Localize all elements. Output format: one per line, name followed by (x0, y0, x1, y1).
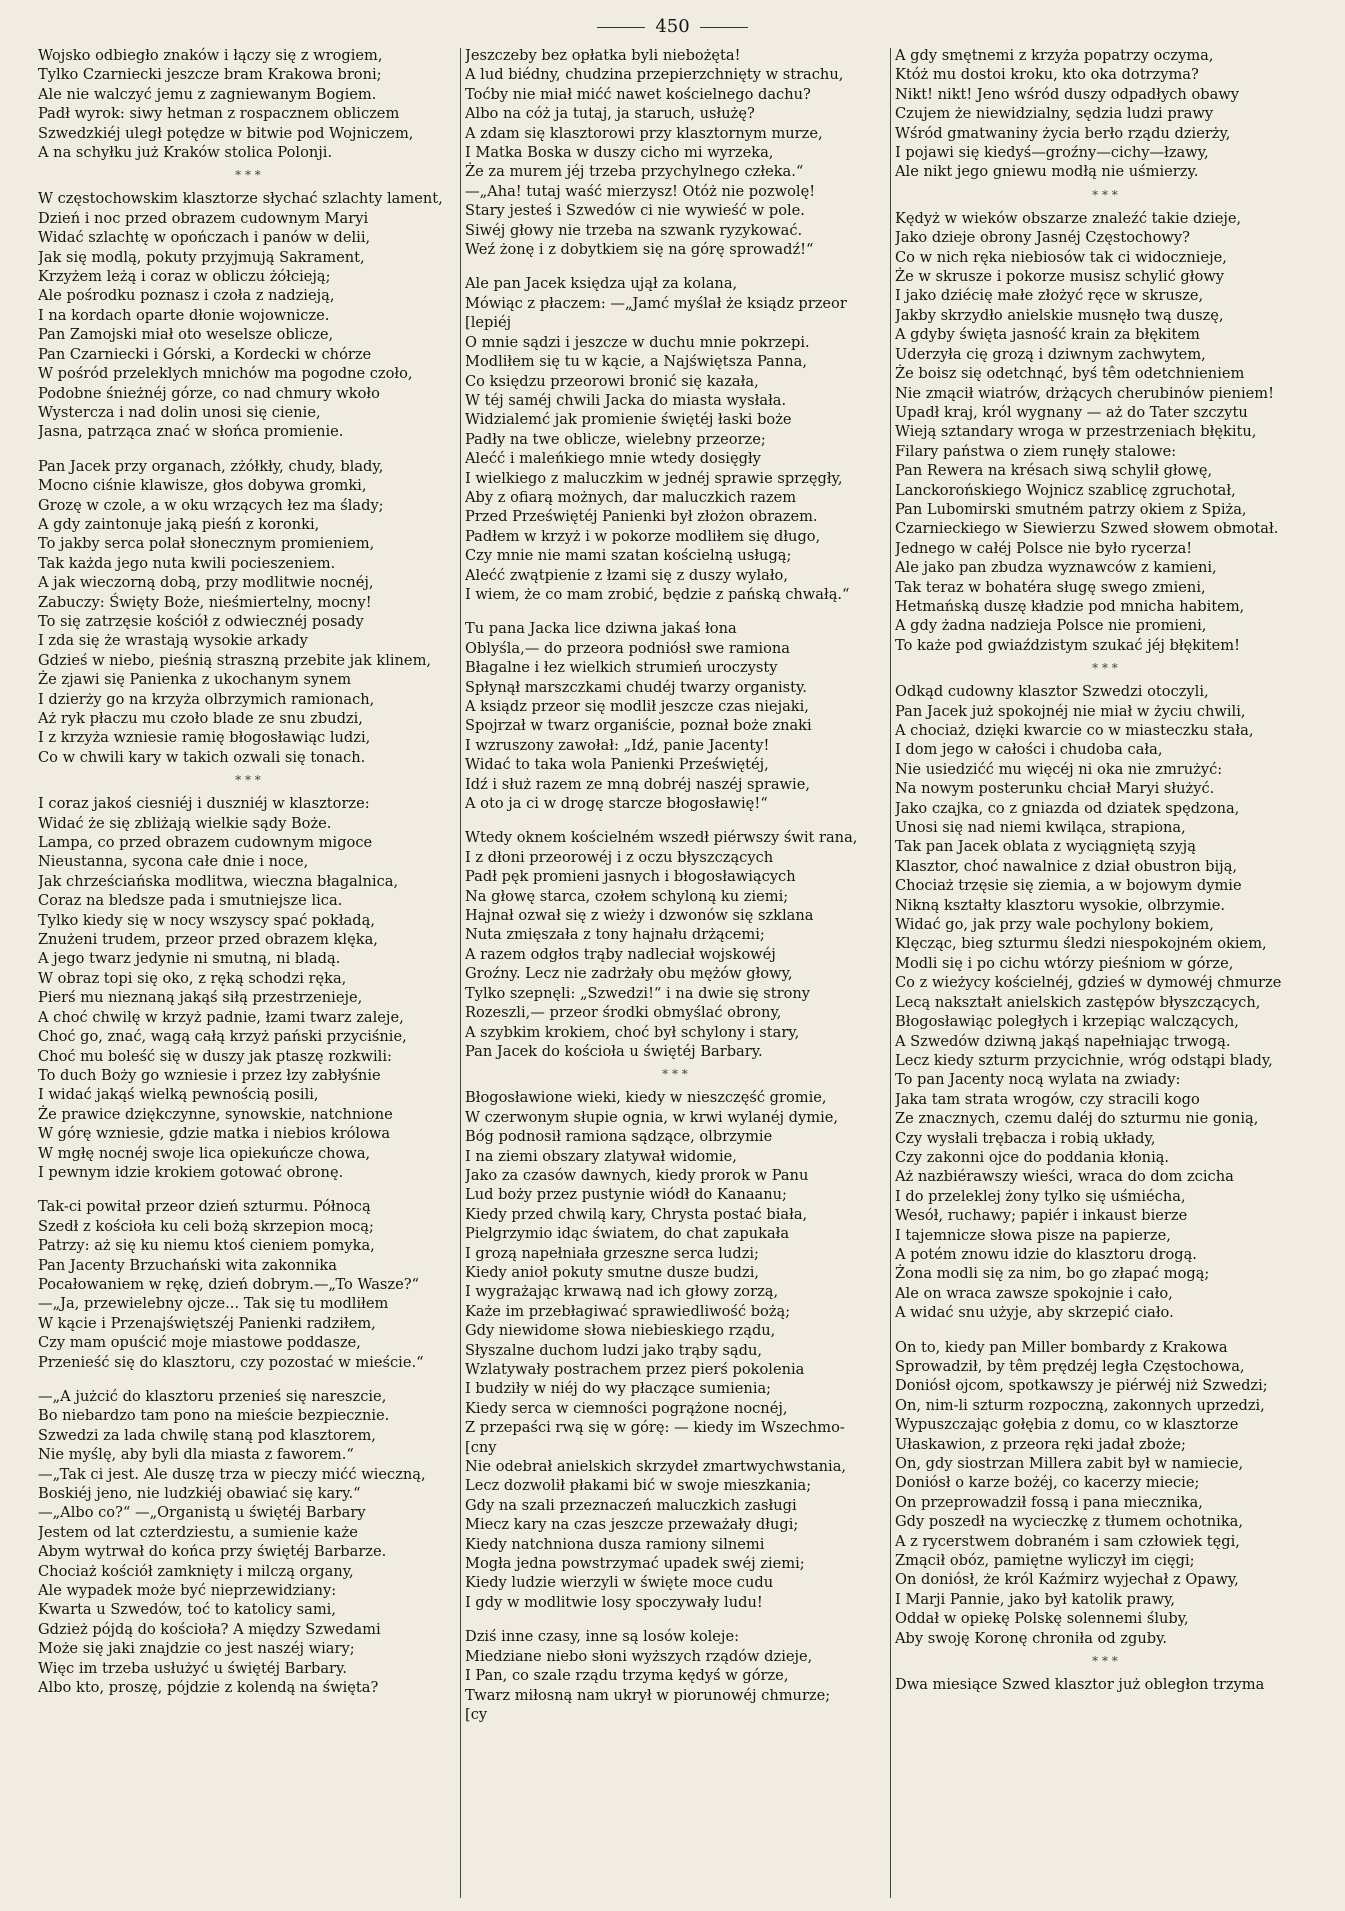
verse-line: W czerwonym słupie ognia, w krwi wylanéj dymie, (465, 1108, 839, 1126)
verse-line: Lecz dozwolił płakami bić w swoje mieszkania; (465, 1477, 812, 1495)
verse-line: —„Ja, przewielebny ojcze... Tak się tu modliłem (38, 1295, 389, 1313)
verse-line: Czy mnie nie mami szatan kościelną usługą; (465, 547, 792, 565)
verse-line: W górę wzniesie, gdzie matka i niebios królowa (38, 1125, 391, 1143)
stanza (38, 457, 458, 768)
verse-line: Pan Rewera na krésach siwą schylił głowę, (895, 462, 1213, 480)
verse-line: —„Aha! tutaj waść mierzysz! Otóż nie pozwolę! (465, 182, 816, 200)
verse-line: Patrzy: aż się ku niemu ktoś cieniem pomyka, (38, 1237, 375, 1255)
verse-line: Szedł z kościoła ku celi bożą skrzepion mocą; (38, 1217, 374, 1235)
verse-line: Gdzież pójdą do kościoła? A między Szwedami (38, 1620, 381, 1638)
verse-line: Ale pośrodku poznasz i czoła z nadzieją, (38, 287, 335, 305)
verse-line: Jednego w całéj Polsce nie było rycerza! (895, 539, 1193, 557)
verse-line: To jakby serca polał słonecznym promieniem, (38, 535, 375, 553)
verse-line: On, gdy siostrzan Millera zabit był w namiecie, (895, 1455, 1244, 1473)
verse-line: Kwarta u Szwedów, toć to katolicy sami, (38, 1601, 336, 1619)
verse-line: Spłynął marszczkami chudéj twarzy organisty. (465, 678, 807, 696)
verse-line: I pewnym idzie krokiem gotować obronę. (38, 1163, 344, 1181)
verse-line: Czy wysłali trębacza i robią układy, (895, 1129, 1156, 1147)
verse-line: I Pan, co szale rządu trzyma kędyś w górze, (465, 1667, 789, 1685)
verse-line: A gdy zaintonuje jaką pieśń z koronki, (38, 515, 320, 533)
verse-line: Wtedy oknem kościelném wszedł piérwszy świt rana, (465, 829, 858, 847)
verse-line: Krzyżem leżą i coraz w obliczu żółcieją; (38, 268, 331, 286)
verse-line: Widzialemć jak promienie świętéj łaski boże (465, 411, 792, 429)
verse-line: A lud biédny, chudzina przepierzchnięty w strachu, (465, 66, 844, 84)
stanza-gap (38, 1182, 458, 1197)
verse-line: Tu pana Jacka lice dziwna jakaś łona (465, 620, 737, 638)
verse-line: Żona modli się za nim, bo go złapać mogą; (895, 1265, 1210, 1283)
text-column-2 (465, 46, 885, 1906)
verse-line: Nuta zmięszała z tony hajnału drżącemi; (465, 926, 765, 944)
verse-line: Albo na cóż ja tutaj, ja staruch, usłużę? (465, 105, 755, 123)
verse-line: Wśród gmatwaniny życia berło rządu dzierży, (895, 124, 1231, 142)
verse-line: Czy zakonni ojce do poddania kłonią. (895, 1148, 1170, 1166)
verse-line: Któż mu dostoi kroku, kto oka dotrzyma? (895, 66, 1199, 84)
verse-line: Błogosławione wieki, kiedy w nieszczęść gromie, (465, 1089, 827, 1107)
verse-line: Z przepaści rwą się w górę: — kiedy im Wszechmo- (465, 1419, 845, 1437)
verse-line: Rozeszli,— przeor środki obmyślać obrony, (465, 1004, 782, 1022)
verse-line: Zmącił obóz, pamiętne wyliczył im cięgi; (895, 1552, 1195, 1570)
verse-line: Ale wypadek może być nieprzewidziany: (38, 1582, 337, 1600)
verse-line: Może się jaki znajdzie co jest naszéj wiary; (38, 1640, 355, 1658)
verse-line: Modliłem się tu w kącie, a Najświętsza Panna, (465, 353, 808, 371)
verse-line: Ale jako pan zbudza wyznawców z kamieni, (895, 559, 1217, 577)
verse-line: Na nowym posterunku chciał Maryi służyć. (895, 780, 1215, 798)
verse-line: Miedziane niebo słoni wyższych rządów dzieje, (465, 1647, 813, 1665)
verse-line: Kędyż w wieków obszarze znaleźć takie dzieje, (895, 209, 1242, 227)
verse-line: A jak wieczorną dobą, przy modlitwie nocnéj, (38, 574, 374, 592)
verse-line: Kiedy przed chwilą kary, Chrysta postać biała, (465, 1205, 808, 1223)
stanza-gap (465, 813, 885, 828)
verse-line: Gdy na szali przeznaczeń maluczkich zasługi (465, 1496, 797, 1514)
text-column-3 (895, 46, 1315, 1906)
verse-line: I grozą napełniała grzeszne serca ludzi; (465, 1244, 759, 1262)
verse-line: Błagalne i łez wielkich strumień uroczysty (465, 659, 778, 677)
verse-line: Chociaż kościół zamknięty i milczą organy, (38, 1562, 354, 1580)
section-asterism: * * * (235, 773, 261, 788)
verse-line: Albo kto, proszę, pójdzie z kolendą na święta? (38, 1679, 379, 1697)
verse-line: To duch Boży go wzniesie i przez łzy zabłyśnie (38, 1066, 381, 1084)
verse-line: Aż nazbiérawszy wieści, wraca do dom zcicha (895, 1168, 1234, 1186)
verse-line: Pan Jacek do kościoła u świętéj Barbary. (465, 1042, 763, 1060)
verse-line: A gdy żadna nadzieja Polsce nie promieni, (895, 617, 1207, 635)
stanza (465, 274, 885, 604)
verse-line: On to, kiedy pan Miller bombardy z Krakowa (895, 1338, 1228, 1356)
verse-line: Pan Czarniecki i Górski, a Kordecki w chórze (38, 345, 372, 363)
verse-line: A gdy smętnemi z krzyża popatrzy oczyma, (895, 47, 1214, 64)
verse-line: Widać to taka wola Panienki Przeświętéj, (465, 756, 769, 774)
stanza (465, 1627, 885, 1724)
verse-line: Kiedy anioł pokuty smutne dusze budzi, (465, 1263, 760, 1281)
verse-line: To pan Jacenty nocą wylata na zwiady: (895, 1071, 1181, 1089)
verse-line: Lanckorońskiego Wojnicz szablicę zgruchotał, (895, 481, 1236, 499)
verse-line: Spojrzał w twarz organiście, poznał boże znaki (465, 717, 812, 735)
verse-line: Coraz na bledsze pada i smutniejsze lica. (38, 892, 343, 910)
section-asterism: * * * (1092, 661, 1118, 676)
verse-line: I jako dziécię małe złożyć ręce w skrusze, (895, 287, 1204, 305)
verse-line: Alećć i maleńkiego mnie wtedy dosięgły (465, 450, 761, 468)
verse-line: Chociaż trzęsie się ziemia, a w bojowym dymie (895, 877, 1242, 895)
section-asterism: * * * (1092, 187, 1118, 202)
verse-line: I wielkiego z maluczkim w jednéj sprawie sprzęgły, (465, 469, 843, 487)
verse-line: Wystercza i nad dolin unosi się cienie, (38, 403, 321, 421)
verse-line: Aby z ofiarą możnych, dar maluczkich razem (465, 488, 797, 506)
verse-line: A widać snu użyje, aby skrzepić ciało. (895, 1304, 1174, 1322)
verse-line: I wiem, że co mam zrobić, będzie z pańską chwałą.“ (465, 585, 850, 603)
verse-line: Aby swoję Koronę chroniła od zguby. (895, 1629, 1168, 1647)
verse-line: A Szwedów dziwną jakąś napełniając trwogą. (895, 1032, 1231, 1050)
verse-line: I pojawi się kiedyś—groźny—cichy—łzawy, (895, 144, 1209, 162)
verse-line: I na kordach oparte dłonie wojownicze. (38, 306, 330, 324)
verse-line: A chociaż, dzięki kwarcie co w miasteczku stała, (895, 722, 1254, 739)
verse-line: I wygrażając krwawą nad ich głowy zorzą, (465, 1283, 779, 1301)
section-asterism: * * * (235, 168, 261, 183)
verse-line: Że boisz się odetchnąć, byś têm odetchnieniem (895, 365, 1245, 383)
stanza (38, 1387, 458, 1698)
stanza-gap (895, 1323, 1315, 1338)
verse-line: Że prawice dziękczynne, synowskie, natchnione (38, 1105, 393, 1123)
verse-line: —„A jużcić do klasztoru przenieś się nareszcie, (38, 1388, 387, 1405)
verse-line: Jaka tam strata wrogów, czy stracili kogo (895, 1090, 1200, 1108)
verse-line: Kiedy natchniona dusza ramiony silnemi (465, 1535, 765, 1553)
stanza (38, 189, 458, 441)
verse-line: Aż ryk płaczu mu czoło blade ze snu zbudzi, (38, 710, 363, 727)
verse-line: Pan Zamojski miał oto weselsze oblicze, (38, 326, 334, 344)
verse-line: To się zatrzęsie kościół z odwiecznéj posady (38, 612, 364, 630)
verse-line: A potém znowu idzie do klasztoru drogą. (895, 1245, 1197, 1263)
verse-line: I dom jego w całości i chudoba cała, (895, 741, 1163, 759)
stanza (895, 1338, 1315, 1649)
verse-line: W mgłę nocnéj swoje lica opiekuńcze chowa, (38, 1144, 371, 1162)
verse-line: Nie odebrał anielskich skrzydeł zmartwychwstania, (465, 1458, 847, 1476)
header-rule-left (597, 27, 645, 28)
verse-line: A z rycerstwem dobraném i sam człowiek tęgi, (895, 1532, 1240, 1550)
verse-line: Filary państwa o ziem runęły stalowe: (895, 442, 1177, 460)
verse-line: A ksiądz przeor się modlił jeszcze czas niejaki, (465, 698, 809, 715)
verse-line: Tak pan Jacek oblata z wyciągniętą szyją (895, 838, 1196, 856)
verse-line: Padł wyrok: siwy hetman z rospacznem obliczem (38, 105, 400, 123)
stanza-gap (38, 442, 458, 457)
verse-line: I gdy w modlitwie losy spoczywały ludu! (465, 1593, 763, 1611)
stanza (38, 1197, 458, 1372)
verse-line: Wzlatywały postrachem przez pierś pokolenia (465, 1361, 805, 1378)
verse-line: I z krzyża wzniesie ramię błogosławiąc ludzi, (38, 729, 371, 747)
verse-line: Mogła jedna powstrzymać upadek swéj ziemi; (465, 1555, 805, 1573)
verse-line: A razem odgłos trąby nadleciał wojskowéj (465, 945, 776, 963)
verse-line: W kącie i Przenajświętszéj Panienki radziłem, (38, 1314, 376, 1332)
verse-line: Pan Jacenty Brzuchański wita zakonnika (38, 1256, 337, 1274)
text-column-1 (38, 46, 458, 1906)
verse-line: Choć go, znać, wagą całą krzyż pański przyciśnie, (38, 1028, 407, 1046)
verse-line: Jako za czasów dawnych, kiedy prorok w Panu (465, 1166, 809, 1184)
verse-line: Groźny. Lecz nie zadrżały obu mężów głowy, (465, 965, 793, 983)
verse-line: Unosi się nad niemi kwiląca, strapiona, (895, 819, 1186, 837)
verse-line: Tak teraz w bohatéra sługę swego zmieni, (895, 578, 1206, 596)
verse-line: Dziś inne czasy, inne są losów koleje: (465, 1628, 740, 1646)
verse-line: Doniósł ojcom, spotkawszy je piérwéj niż Szwedzi; (895, 1377, 1268, 1395)
verse-line: Czarnieckiego w Siewierzu Szwed słowem obmotał. (895, 520, 1279, 538)
verse-line: Padł pęk promieni jasnych i błogosławiących (465, 868, 796, 886)
verse-line: Ale on wraca zawsze spokojnie i cało, (895, 1284, 1173, 1302)
verse-line: I z dłoni przeorowéj i z oczu błyszczących (465, 848, 774, 866)
verse-line: Klęcząc, bieg szturmu śledzi niespokojném okiem, (895, 935, 1267, 953)
verse-line: Wieją sztandary wroga w przestrzeniach błękitu, (895, 423, 1257, 441)
verse-line: Nie zmącił wiatrów, drżących cherubinów pieniem! (895, 384, 1274, 402)
verse-line: I dzierży go na krzyża olbrzymich ramionach, (38, 690, 375, 708)
verse-line: Sprowadził, by têm prędzéj legła Częstochowa, (895, 1358, 1245, 1375)
verse-line: Miecz kary na czas jeszcze przeważały długi; (465, 1516, 799, 1534)
verse-line: Stary jesteś i Szwedów ci nie wywieść w pole. (465, 202, 805, 220)
verse-line: Jasna, patrząca znać w słońca promienie. (38, 423, 344, 441)
verse-line: A gdyby święta jasność krain za błękitem (895, 326, 1200, 344)
verse-line: I Matka Boska w duszy cicho mi wyrzeka, (465, 144, 774, 162)
verse-line: Mocno ciśnie klawisze, głos dobywa gromki, (38, 477, 367, 495)
header-rule-right (700, 27, 748, 28)
verse-line: Klasztor, choć nawalnice z dział obustron biją, (895, 857, 1238, 875)
verse-line: Podobne śnieżnéj górze, co nad chmury wkoło (38, 384, 380, 402)
stanza-gap (465, 259, 885, 274)
verse-line: Że w skrusze i pokorze musisz schylić głowy (895, 268, 1224, 286)
verse-line: W obraz topi się oko, z ręką schodzi ręka, (38, 969, 347, 987)
verse-line: Jako czajka, co z gniazda od dziatek spędzona, (895, 799, 1240, 817)
verse-line: —„Tak ci jest. Ale duszę trza w pieczy mićć wieczną, (38, 1465, 426, 1483)
verse-line: I zda się że wrastają wysokie arkady (38, 632, 308, 650)
stanza (895, 46, 1315, 182)
verse-line: Mówiąc z płaczem: —„Jamć myślał że ksiądz przeor (465, 294, 847, 312)
verse-line: Tak-ci powitał przeor dzień szturmu. Północą (38, 1198, 371, 1216)
stanza (38, 46, 458, 162)
verse-line: Grozę w czole, a w oku wrzących łez ma ślady; (38, 496, 384, 514)
verse-line: A zdam się klasztorowi przy klasztornym murze, (465, 124, 823, 142)
verse-line: Lecz kiedy szturm przycichnie, wróg odstąpi blady, (895, 1051, 1273, 1069)
column-divider (890, 48, 891, 1898)
verse-line: Tylko kiedy się w nocy wszyscy spać pokładą, (38, 911, 375, 929)
verse-line: Abym wytrwał do końca przy świętéj Barbarze. (38, 1543, 387, 1561)
verse-line: To każe pod gwiaździstym szukać jéj błękitem! (895, 636, 1240, 654)
section-asterism: * * * (1092, 1654, 1118, 1669)
stanza (895, 682, 1315, 1322)
verse-line: Nieustanna, sycona całe dnie i noce, (38, 853, 309, 871)
verse-line: Widać go, jak przy wale pochylony bokiem, (895, 916, 1214, 934)
verse-line: On przeprowadził fossą i pana miecznika, (895, 1493, 1203, 1511)
verse-line: Szwedzi za lada chwilę staną pod klasztorem, (38, 1426, 376, 1444)
verse-line: Ale nikt jego gniewu modłą nie uśmierzy. (895, 163, 1199, 181)
verse-line: Co w nich ręka niebiosów tak ci widocznieje, (895, 248, 1227, 266)
verse-line: Nikt! nikt! Jeno wśród duszy odpadłych obawy (895, 85, 1240, 103)
stanza-gap (465, 1612, 885, 1627)
verse-line: Więc im trzeba usłużyć u świętéj Barbary. (38, 1659, 347, 1677)
section-asterism: * * * (662, 1067, 688, 1082)
stanza (38, 794, 458, 1182)
verse-line: Widać szlachtę w opończach i panów w delii, (38, 229, 371, 247)
verse-line: I tajemnicze słowa pisze na papierze, (895, 1226, 1171, 1244)
verse-line: Oblyśla,— do przeora podniósł swe ramiona (465, 639, 790, 657)
verse-line: Doniósł o karze bożéj, co kacerzy miecie; (895, 1474, 1200, 1492)
verse-line: Lampa, co przed obrazem cudownym migoce (38, 834, 373, 852)
verse-line: Jak chrześciańska modlitwa, wieczna błagalnica, (38, 872, 399, 890)
verse-line: Czy mam opuścić moje miastowe poddasze, (38, 1334, 361, 1352)
verse-line: Oddał w opiekę Polskę solennemi śluby, (895, 1610, 1189, 1628)
column-divider (460, 48, 461, 1898)
verse-line: Ale nie walczyć jemu z zagniewanym Bogiem. (38, 85, 377, 103)
verse-line: Jeszczeby bez opłatka byli niebożęta! (465, 47, 741, 64)
verse-line: Boskiéj jeno, nie ludzkiéj obawiać się kary.“ (38, 1485, 361, 1503)
verse-line: Idź i służ razem ze mną dobréj naszéj sprawie, (465, 775, 810, 793)
verse-line: Każe im przebłagiwać sprawiedliwość bożą; (465, 1302, 791, 1320)
verse-line: Lecą nakształt anielskich zastępów błyszczących, (895, 993, 1261, 1011)
stanza-gap (38, 1372, 458, 1387)
verse-line: Alećć zwątpienie z łzami się z duszy wylało, (465, 566, 788, 584)
verse-line: Jestem od lat czterdziestu, a sumienie każe (38, 1523, 358, 1541)
verse-line: Pierś mu nieznaną jakąś siłą przestrzenieje, (38, 989, 363, 1007)
verse-line: Pielgrzymio idąc światem, do chat zapukała (465, 1225, 790, 1243)
verse-line: Nie usiedzićć mu więcéj ni oka nie zmrużyć: (895, 760, 1223, 778)
verse-line: Pan Jacek już spokojnéj nie miał w życiu chwili, (895, 702, 1246, 720)
verse-line: Choć mu boleść się w duszy jak ptaszę rozkwili: (38, 1047, 392, 1065)
verse-line: Kiedy serca w ciemności pogrążone nocnéj, (465, 1399, 788, 1417)
verse-line: Jak się modlą, pokuty przyjmują Sakrament, (38, 248, 365, 266)
verse-line: Dwa miesiące Szwed klasztor już obległon trzyma (895, 1676, 1265, 1694)
stanza (895, 1675, 1315, 1694)
stanza-gap (465, 604, 885, 619)
verse-line: [lepiéj (465, 314, 512, 332)
verse-line: Widać że się zbliżają wielkie sądy Boże. (38, 814, 332, 832)
verse-line: Dzień i noc przed obrazem cudownym Maryi (38, 209, 369, 227)
verse-line: Bo niebardzo tam pono na mieście bezpiecznie. (38, 1407, 390, 1425)
verse-line: Nie myślę, aby byli dla miasta z faworem.“ (38, 1446, 354, 1464)
verse-line: I Marji Pannie, jako był katolik prawy, (895, 1590, 1176, 1608)
verse-line: Pocałowaniem w rękę, dzień dobrym.—„To Wasze?“ (38, 1275, 420, 1293)
verse-line: Gdy niewidome słowa niebieskiego rządu, (465, 1322, 776, 1340)
verse-line: Ułaskawion, z przeora ręki jadał zboże; (895, 1435, 1186, 1453)
verse-line: Co z wieżycy kościelnéj, gdzieś w dymowéj chmurze (895, 974, 1282, 992)
verse-line: Gdy poszedł na wycieczkę z tłumem ochotnika, (895, 1513, 1244, 1531)
verse-line: Toćby nie miał mićć nawet kościelnego dachu? (465, 85, 811, 103)
verse-line: Przed Przeświętéj Panienki był złożon obrazem. (465, 508, 818, 526)
verse-line: —„Albo co?“ —„Organistą u świętéj Barbary (38, 1504, 366, 1522)
verse-line: Co księdzu przeorowi bronić się kazała, (465, 372, 759, 390)
verse-line: Wojsko odbiegło znaków i łączy się z wrogiem, (38, 47, 383, 64)
verse-line: Tylko szepnęli: „Szwedzi!“ i na dwie się strony (465, 984, 811, 1002)
verse-line: [cny (465, 1438, 497, 1456)
stanza (465, 828, 885, 1061)
verse-line: Pan Lubomirski smutném patrzy okiem z Spiża, (895, 500, 1247, 518)
verse-line: Jakby skrzydło anielskie musnęło twą duszę, (895, 306, 1224, 324)
verse-line: Hajnał ozwał się z wieży i dzwonów się szklana (465, 907, 814, 925)
verse-line: Padłem w krzyż i w pokorze modliłem się długo, (465, 527, 821, 545)
verse-line: A jego twarz jedynie ni smutną, ni bladą. (38, 950, 341, 968)
verse-line: I do przeleklej żony tylko się uśmiécha, (895, 1187, 1186, 1205)
verse-line: Co w chwili kary w takich ozwali się tonach. (38, 748, 366, 766)
stanza (465, 1088, 885, 1612)
stanza (895, 209, 1315, 655)
verse-line: Błogosławiąc poległych i krzepiąc walczących, (895, 1013, 1239, 1031)
verse-line: Pan Jacek przy organach, zżółkły, chudy, blady, (38, 457, 384, 475)
verse-line: Znużeni trudem, przeor przed obrazem klęka, (38, 931, 378, 949)
stanza (465, 46, 885, 259)
verse-line: Upadł kraj, król wygnany — aż do Tater szczytu (895, 403, 1248, 421)
verse-line: Uderzyła cię grozą i dziwnym zachwytem, (895, 345, 1206, 363)
verse-line: A choć chwilę w krzyż padnie, łzami twarz zaleje, (38, 1008, 404, 1026)
verse-line: I coraz jakoś ciesniéj i duszniéj w klasztorze: (38, 795, 370, 813)
verse-line: Że za murem jéj trzeba przychylnego człeka.“ (465, 163, 804, 181)
verse-line: Ale pan Jacek księdza ujął za kolana, (465, 275, 738, 293)
verse-line: Szwedzkiéj uległ potędze w bitwie pod Wojniczem, (38, 124, 414, 142)
verse-line: Czujem że niewidzialny, sędzia ludzi prawy (895, 105, 1214, 123)
verse-line: Modli się i po cichu wtórzy pieśniom w górze, (895, 954, 1234, 972)
verse-line: W częstochowskim klasztorze słychać szlachty lament, (38, 190, 443, 208)
verse-line: I na ziemi obszary zlatywał widomie, (465, 1147, 737, 1165)
verse-line: Lud boży przez pustynie wiódł do Kanaanu; (465, 1186, 787, 1204)
verse-line: On, nim-li szturm rozpoczną, zakonnych uprzedzi, (895, 1396, 1265, 1414)
verse-line: Weź żonę i z dobytkiem się na górę sprowadź!“ (465, 241, 814, 259)
verse-line: Jako dzieje obrony Jasnéj Częstochowy? (895, 229, 1190, 247)
page-number: 450 (655, 16, 690, 37)
verse-line: Wesół, ruchawy; papiér i inkaust bierze (895, 1207, 1188, 1225)
verse-line: On doniósł, że król Kaźmirz wyjechał z Opawy, (895, 1571, 1239, 1589)
verse-line: Siwéj głowy nie trzeba na szwank ryzykować. (465, 221, 803, 239)
verse-line: O mnie sądzi i jeszcze w duchu mnie pokrzepi. (465, 333, 810, 351)
verse-line: I budziły w niéj do wy płaczące sumienia; (465, 1380, 772, 1398)
verse-line: Gdzieś w niebo, pieśnią straszną przebite jak klinem, (38, 651, 432, 669)
verse-line: Wypuszczając gołębia z domu, co w klasztorze (895, 1416, 1239, 1434)
verse-line: Nikną kształty klasztoru wysokie, olbrzymie. (895, 896, 1226, 914)
stanza (465, 619, 885, 813)
verse-line: Hetmańską duszę kładzie pod mnicha habitem, (895, 597, 1245, 615)
verse-line: Słyszalne duchom ludzi jako trąby sądu, (465, 1341, 763, 1359)
verse-line: Tak każda jego nuta kwili pocieszeniem. (38, 554, 336, 572)
verse-line: Padły na twe oblicze, wielebny przeorze; (465, 430, 766, 448)
verse-line: Bóg podnosił ramiona sądzące, olbrzymie (465, 1128, 773, 1146)
verse-line: W téj saméj chwili Jacka do miasta wysłała. (465, 391, 787, 409)
verse-line: Na głowę starca, czołem schyloną ku ziemi; (465, 887, 789, 905)
page-header (0, 16, 1345, 37)
verse-line: Odkąd cudowny klasztor Szwedzi otoczyli, (895, 683, 1209, 701)
verse-line: A szybkim krokiem, choć był schylony i stary, (465, 1023, 800, 1041)
verse-line: Że zjawi się Panienka z ukochanym synem (38, 671, 352, 689)
verse-line: I wzruszony zawołał: „Idź, panie Jacenty! (465, 736, 770, 754)
verse-line: A na schyłku już Kraków stolica Polonji. (38, 144, 333, 162)
verse-line: Twarz miłosną nam ukrył w piorunowéj chmurze; (465, 1686, 831, 1704)
verse-line: Tylko Czarniecki jeszcze bram Krakowa broni; (38, 66, 382, 84)
verse-line: I widać jakąś wielką pewnością posili, (38, 1086, 319, 1104)
verse-line: [cy (465, 1705, 488, 1723)
verse-line: W pośród przeleklych mnichów ma pogodne czoło, (38, 365, 413, 383)
verse-line: Zabuczy: Święty Boże, nieśmiertelny, mocny! (38, 593, 372, 611)
verse-line: Ze znacznych, czemu daléj do szturmu nie gonią, (895, 1110, 1259, 1128)
verse-line: A oto ja ci w drogę starcze błogosławię!“ (465, 795, 768, 813)
verse-line: Kiedy ludzie wierzyli w święte moce cudu (465, 1574, 774, 1592)
verse-line: Przenieść się do klasztoru, czy pozostać w mieście.“ (38, 1353, 424, 1371)
